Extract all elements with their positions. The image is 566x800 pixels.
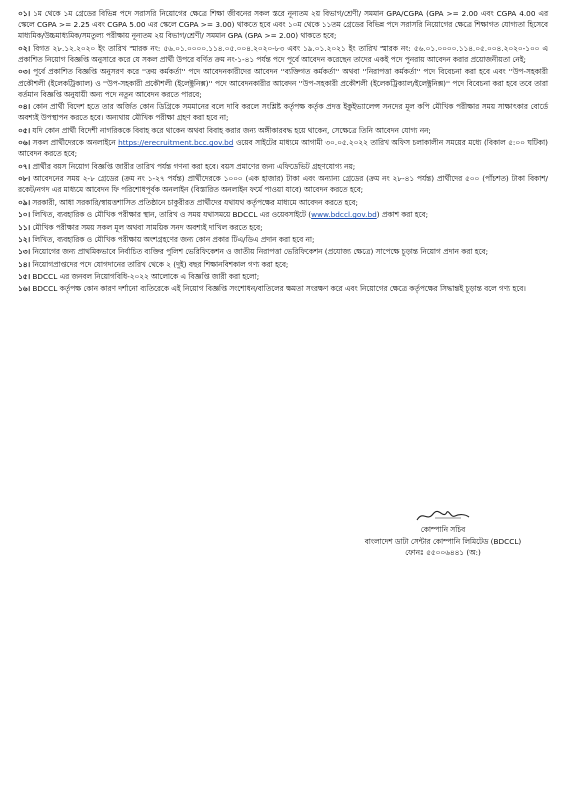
item-text: কোন প্রার্থী বিদেশ হতে তার অর্জিত কোন ডিগ্রিকে সমমানের বলে দাবি করলে সংশ্লিষ্ট কর্তৃপক্ষ কর্তৃক প্রদত্ত ইকুইভ্যালেন্স সনদের মূল কপি মৌখিক পরীক্ষার সময় সাক্ষাৎকার বোর্ডে অবশ্যই উপস্থাপন করতে হবে। অন্যথায় মৌখিক পরীক্ষা গ্রহণ করা হবে না; [18, 102, 548, 123]
item-number: ০৫। [18, 125, 31, 135]
item-number: ০২। [18, 43, 31, 53]
list-item [18, 173, 548, 195]
item-number: ০৩। [18, 67, 31, 77]
item-text: নিয়োগপ্রাপ্তদের পদে যোগদানের তারিখ থেকে ২ (দুই) বছর শিক্ষানবিশকাল গণ্য করা হবে; [32, 259, 289, 269]
item-number: ০৯। [18, 197, 31, 207]
erecruitment-link[interactable]: https://erecruitment.bcc.gov.bd [118, 138, 234, 148]
item-text: BDCCL এর জনবল নিয়োগবিধি-২০২২ আলোকে এ বিজ্ঞপ্তি জারী করা হলো; [32, 272, 260, 282]
list-item [18, 197, 548, 208]
item-number: ০৪। [18, 102, 31, 112]
bdccl-website-link[interactable]: www.bdccl.gov.bd [311, 210, 377, 220]
signature-scribble-icon [413, 508, 473, 524]
signatory-title: কোম্পানি সচিব [420, 525, 466, 534]
item-text: BDCCL কর্তৃপক্ষ কোন কারণ দর্শানো ব্যতিরেকে এই নিয়োগ বিজ্ঞপ্তি সংশোধন/বাতিলের ক্ষমতা সংরক্ষণ করে এবং নিয়োগের ক্ষেত্রে কর্তৃপক্ষের সিদ্ধান্তই চূড়ান্ত বলে গণ্য হবে। [32, 284, 526, 294]
item-text-before-link: লিখিত, ব্যবহারিক ও মৌখিক পরীক্ষার স্থান, তারিখ ও সময় যথাসময়ে BDCCL এর ওয়েবসাইটে ( [32, 210, 312, 220]
item-number: ১১। [18, 222, 31, 232]
item-text: নিয়োগের জন্য প্রাথমিকভাবে নির্বাচিত ব্যক্তির পুলিশ ভেরিফিকেশন ও জাতীয় নিরাপত্তা ভেরিফিকেশন (প্রযোজ্য ক্ষেত্রে) সাপেক্ষে চূড়ান্ত নিয়োগ প্রদান করা হবে; [32, 247, 489, 257]
list-item [18, 259, 548, 270]
list-item [18, 43, 548, 65]
item-text: বিগত ২৮.১২.২০২০ ইং তারিখ স্মারক নং: ৫৬.০১.০০০০.১১৪.০৫.০০৪.২০২০-৮৩ এবং ১৯.০১.২০২১ ইং তারিখ স্মারক নং: ৫৬.০১.০০০০.১১৪.০৫.০০৪.২০২০-১০০ এ প্রকাশিত নিয়োগ বিজ্ঞপ্তি অনুসারে করে যে সকল প্রার্থী উপরে বর্ণিত ক্রম নং-১-৪১ পর্যন্ত পদে পূর্বে আবেদন করেছেন তাদের একই পদে পুনরায় আবেদন করার প্রয়োজনীয়তা নেই; [18, 43, 548, 64]
item-number: ১৪। [18, 259, 31, 269]
item-text: যদি কোন প্রার্থী বিদেশী নাগরিককে বিবাহ করে থাকেন অথবা বিবাহ করার জন্য অঙ্গীকারবদ্ধ হয়ে থাকেন, সেক্ষেত্রে তিনি আবেদন যোগ্য নন; [32, 125, 431, 135]
item-number: ০৮। [18, 174, 31, 184]
signature-block [348, 508, 538, 559]
list-item [18, 234, 548, 245]
list-item [18, 8, 548, 42]
item-text-after-link: ওয়েব সাইটের মাধ্যমে আগামী ৩০.০৫.২০২২ তারিখ অফিস চলাকালীন সময়ের মধ্যে (বিকাল ৫:০০ ঘটিকা) আবেদন করতে হবে; [18, 138, 548, 159]
list-item [18, 283, 548, 294]
item-number: ০৬। [18, 138, 31, 148]
list-item [18, 246, 548, 257]
item-text: লিখিত, ব্যবহারিক ও মৌখিক পরীক্ষায় অংশগ্রহণের জন্য কোন প্রকার টিএ/ডিএ প্রদান করা হবে না; [32, 234, 315, 244]
notice-body [18, 8, 548, 800]
item-text: মৌখিক পরীক্ষার সময় সকল মূল অথবা সাময়িক সনদ অবশ্যই দাখিল করতে হবে; [32, 222, 263, 232]
item-text-after-link: ) প্রকাশ করা হবে; [376, 210, 429, 220]
item-number: ০১। [18, 9, 31, 18]
list-item [18, 271, 548, 282]
phone-number: ফোনঃ ৫৫০০৬৪৪১ (অ:) [405, 548, 481, 557]
company-name: বাংলাদেশ ডাটা সেন্টার কোম্পানি লিমিটেড (BDCCL) [364, 536, 522, 546]
item-text: আবেদনের সময় ২-৮ গ্রেডের (ক্রম নং ১-২৭ পর্যন্ত) প্রার্থীদেরকে ১০০০ (এক হাজার) টাকা এবং অন্যান্য গ্রেডের (ক্রম নং ২৮-৪১ পর্যন্ত) প্রার্থীদের ৫০০ (পাঁচশত) টাকা বিকাশ/রকেট/নগদ এর মাধ্যমে আবেদন ফি পরিশোধপূর্বক অনলাইন (বিস্তারিত অনলাইন ফর্মে পাওয়া যাবে) আবেদন করতে হবে; [18, 174, 548, 195]
list-item [18, 101, 548, 123]
list-item [18, 137, 548, 159]
list-item [18, 66, 548, 100]
item-text: সরকারী, আধা সরকারি/স্বায়ত্তশাসিত প্রতিষ্ঠানে চাকুরীরত প্রার্থীদের যথাযথ কর্তৃপক্ষের মাধ্যমে আবেদন করতে হবে; [32, 197, 358, 207]
item-number: ০৭। [18, 161, 31, 171]
list-item [18, 222, 548, 233]
list-item [18, 209, 548, 220]
item-number: ১০। [18, 210, 31, 220]
item-number: ১৫। [18, 272, 31, 282]
item-number: ১৩। [18, 247, 31, 257]
item-text: পূর্বে প্রকাশিত বিজ্ঞপ্তি অনুসরণ করে ''ক্রয় কর্মকর্তা'' পদে আবেদনকারীদের আবেদন ''ব্যক্তিগত কর্মকর্তা'' অথবা ''নিরাপত্তা কর্মকর্তা'' পদে বিবেচনা করা হবে এবং ''উপ-সহকারী প্রকৌশলী (ইলেকট্রিক্যাল) ও ''উপ-সহকারী প্রকৌশলী (ইলেক্ট্রনিক্স)'' পদে আবেদনকারীর আবেদন ''উপ-সহকারী প্রকৌশলী (ইলেকট্রিক্যাল/ইলেক্ট্রনিক্স)'' পদে বিবেচনা করা হবে তবে তারা বর্তমান বিজ্ঞপ্তি অনুযায়ী অন্য পদে নতুন আবেদন করতে পারবে; [18, 67, 548, 99]
list-item [18, 125, 548, 136]
item-number: ১২। [18, 234, 31, 244]
item-number: ১৬। [18, 284, 31, 294]
list-item [18, 161, 548, 172]
item-text: ১ম থেকে ১ম গ্রেডের বিভিন্ন পদে সরাসরি নিয়োগের ক্ষেত্রে শিক্ষা জীবনের সকল স্তরে নূন্যতম ২য় বিভাগ/শ্রেণী/ সমমান GPA/CGPA (GPA >= 2.00 এবং CGPA 4.00 এর স্কেলে CGPA >= 2.25 এবং CGPA 5.00 এর স্কেলে CGPA >= 3.00) থাকতে হবে এবং ১০ম থেকে ১১তম গ্রেডের বিভিন্ন পদে সরাসরি নিয়োগের ক্ষেত্রে শিক্ষাগত যোগ্যতা হিসেবে মাধ্যমিক/উচ্চমাধ্যমিক/সমতুল্য পরীক্ষায় নূন্যতম ২য় বিভাগ/শ্রেণী/ সমমান GPA (GPA >= 2.00) থাকতে হবে; [18, 9, 548, 41]
item-text-before-link: সকল প্রার্থীদেরকে অনলাইনে [32, 138, 116, 148]
item-text: প্রার্থীর বয়স নিয়োগ বিজ্ঞপ্তি জারীর তারিখ পর্যন্ত গণনা করা হবে। বয়স প্রমাণের জন্য এফিডেভিট গ্রহণযোগ্য নয়; [32, 161, 356, 171]
